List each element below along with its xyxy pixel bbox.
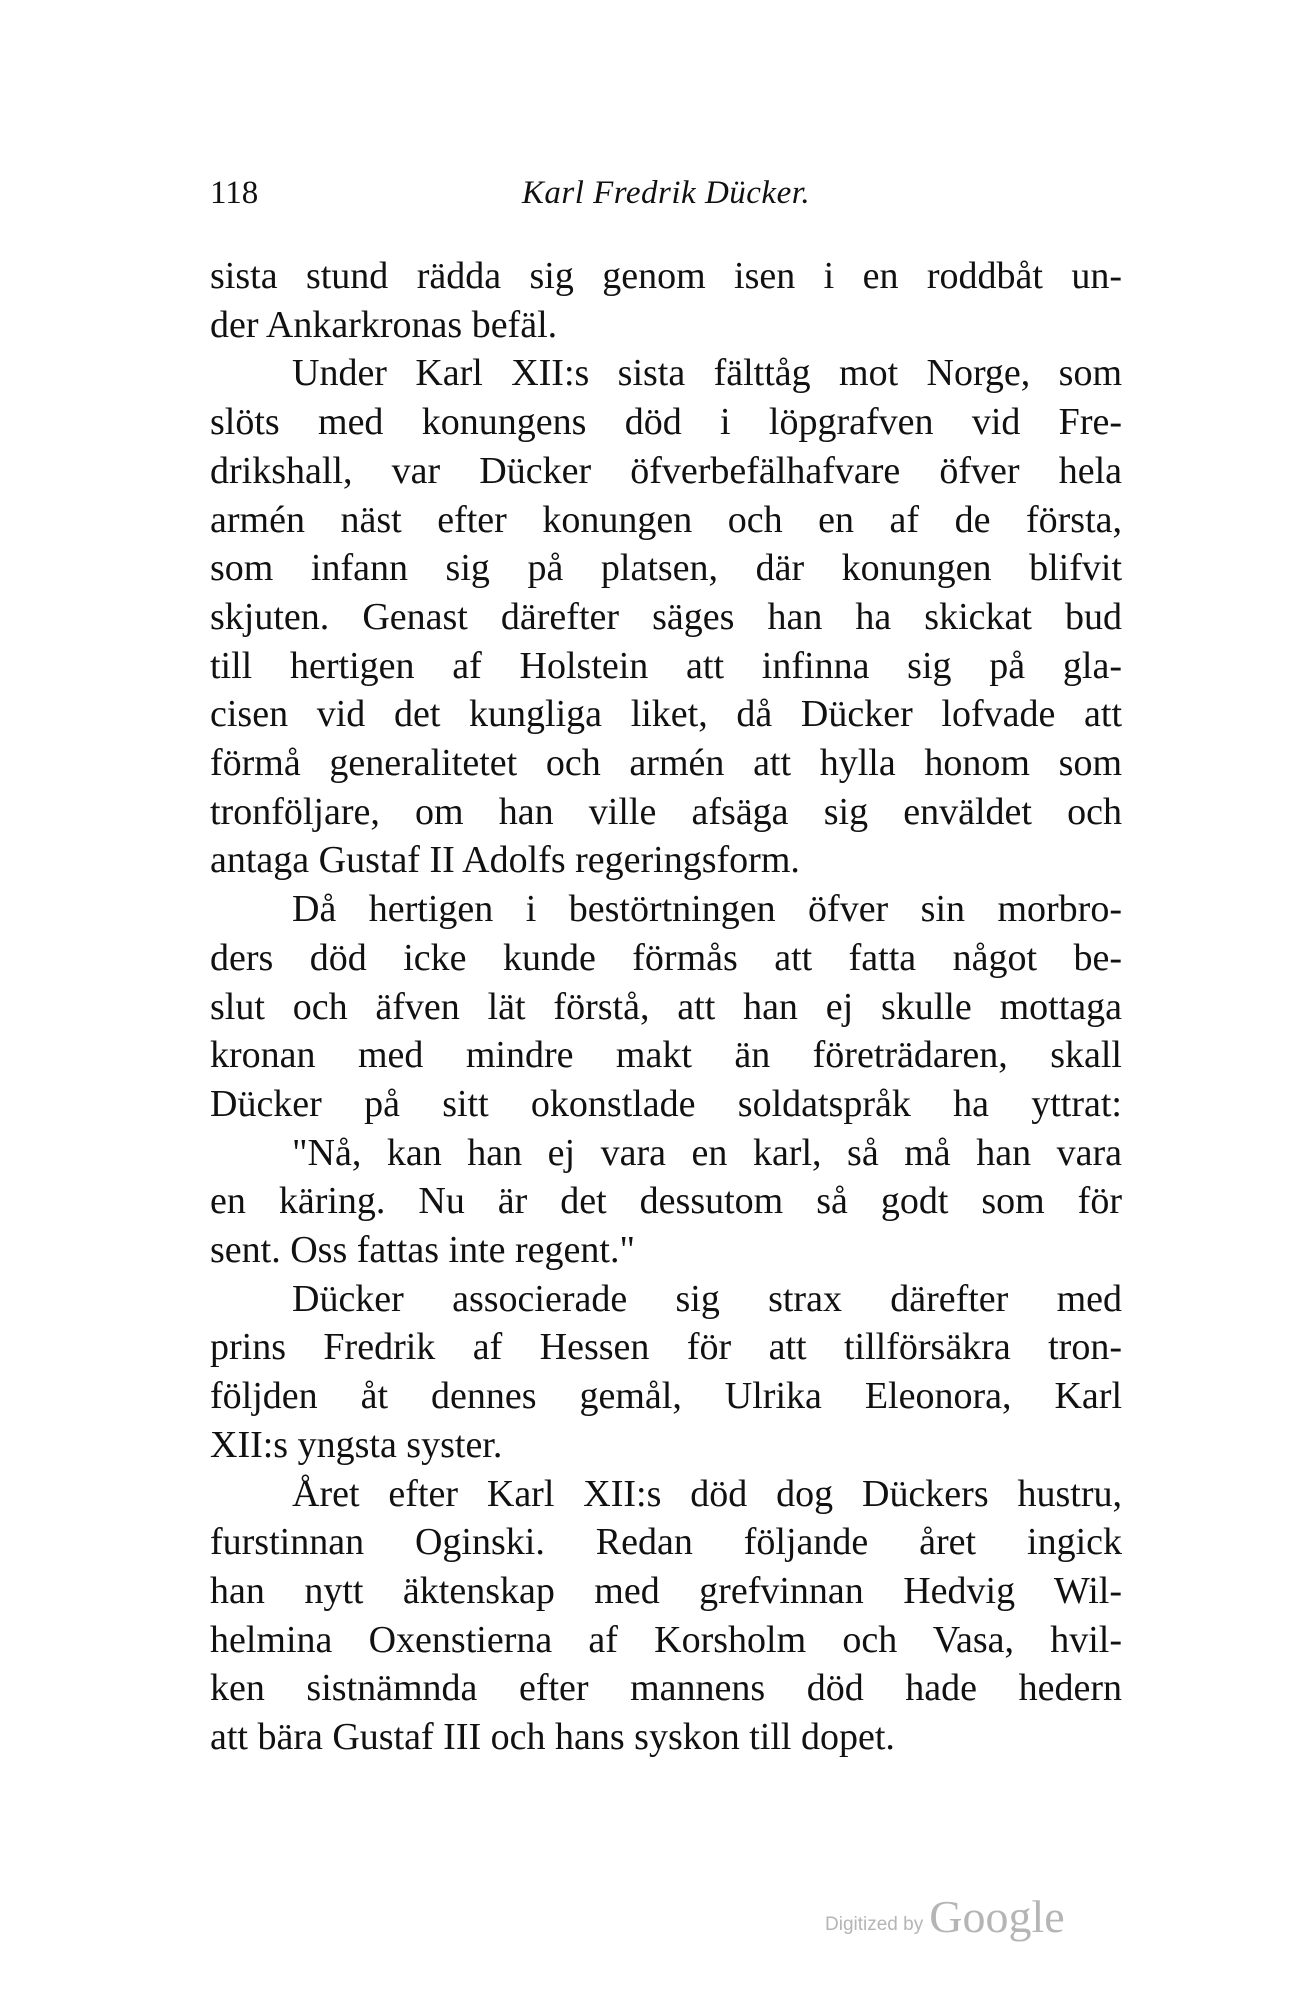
- page-number: 118: [210, 175, 259, 211]
- text-line: antaga Gustaf II Adolfs regeringsform.: [210, 839, 800, 881]
- text-line: som infann sig på platsen, där konungen blifvit: [210, 547, 1122, 589]
- text-line: prins Fredrik af Hessen för att tillförsäkra tron-: [210, 1326, 1122, 1368]
- text-line: XII:s yngsta syster.: [210, 1424, 503, 1466]
- text-line: "Nå, kan han ej vara en karl, så må han vara: [292, 1132, 1122, 1174]
- text-line: slöts med konungens död i löpgrafven vid Fre-: [210, 401, 1122, 443]
- text-line: skjuten. Genast därefter säges han ha skickat bud: [210, 596, 1122, 638]
- text-line: en käring. Nu är det dessutom så godt som för: [210, 1180, 1122, 1222]
- text-line: furstinnan Oginski. Redan följande året ingick: [210, 1521, 1122, 1563]
- text-line: sent. Oss fattas inte regent.": [210, 1229, 635, 1271]
- text-line: Då hertigen i bestörtningen öfver sin morbro-: [292, 888, 1122, 930]
- text-line: armén näst efter konungen och en af de första,: [210, 499, 1122, 541]
- text-line: ders död icke kunde förmås att fatta något be-: [210, 937, 1122, 979]
- digitized-watermark: [825, 1890, 1065, 1943]
- text-line: tronföljare, om han ville afsäga sig enväldet och: [210, 791, 1122, 833]
- text-line: Dücker associerade sig strax därefter med: [292, 1278, 1122, 1320]
- text-line: kronan med mindre makt än företrädaren, skall: [210, 1034, 1122, 1076]
- text-line: helmina Oxenstierna af Korsholm och Vasa, hvil-: [210, 1619, 1122, 1661]
- text-line: till hertigen af Holstein att infinna sig på gla-: [210, 645, 1122, 687]
- text-line: följden åt dennes gemål, Ulrika Eleonora, Karl: [210, 1375, 1122, 1417]
- text-line: Dücker på sitt okonstlade soldatspråk ha yttrat:: [210, 1083, 1122, 1125]
- running-title: Karl Fredrik Dücker.: [521, 175, 811, 211]
- text-line: slut och äfven lät förstå, att han ej skulle mottaga: [210, 986, 1122, 1028]
- text-line: att bära Gustaf III och hans syskon till dopet.: [210, 1716, 895, 1758]
- text-line: cisen vid det kungliga liket, då Dücker lofvade att: [210, 693, 1122, 735]
- text-line: han nytt äktenskap med grefvinnan Hedvig Wil-: [210, 1570, 1122, 1612]
- text-line: förmå generalitetet och armén att hylla honom som: [210, 742, 1122, 784]
- watermark-prefix: Digitized by: [825, 1914, 924, 1935]
- text-line: sista stund rädda sig genom isen i en roddbåt un-: [210, 255, 1122, 297]
- text-line: drikshall, var Dücker öfverbefälhafvare öfver hela: [210, 450, 1122, 492]
- text-line: der Ankarkronas befäl.: [210, 304, 558, 346]
- text-line: ken sistnämnda efter mannens död hade hedern: [210, 1667, 1122, 1709]
- google-logo: Google: [929, 1891, 1065, 1942]
- text-line: Under Karl XII:s sista fälttåg mot Norge, som: [292, 352, 1122, 394]
- text-line: Året efter Karl XII:s död dog Dückers hustru,: [292, 1473, 1122, 1515]
- page-header: [210, 175, 1122, 215]
